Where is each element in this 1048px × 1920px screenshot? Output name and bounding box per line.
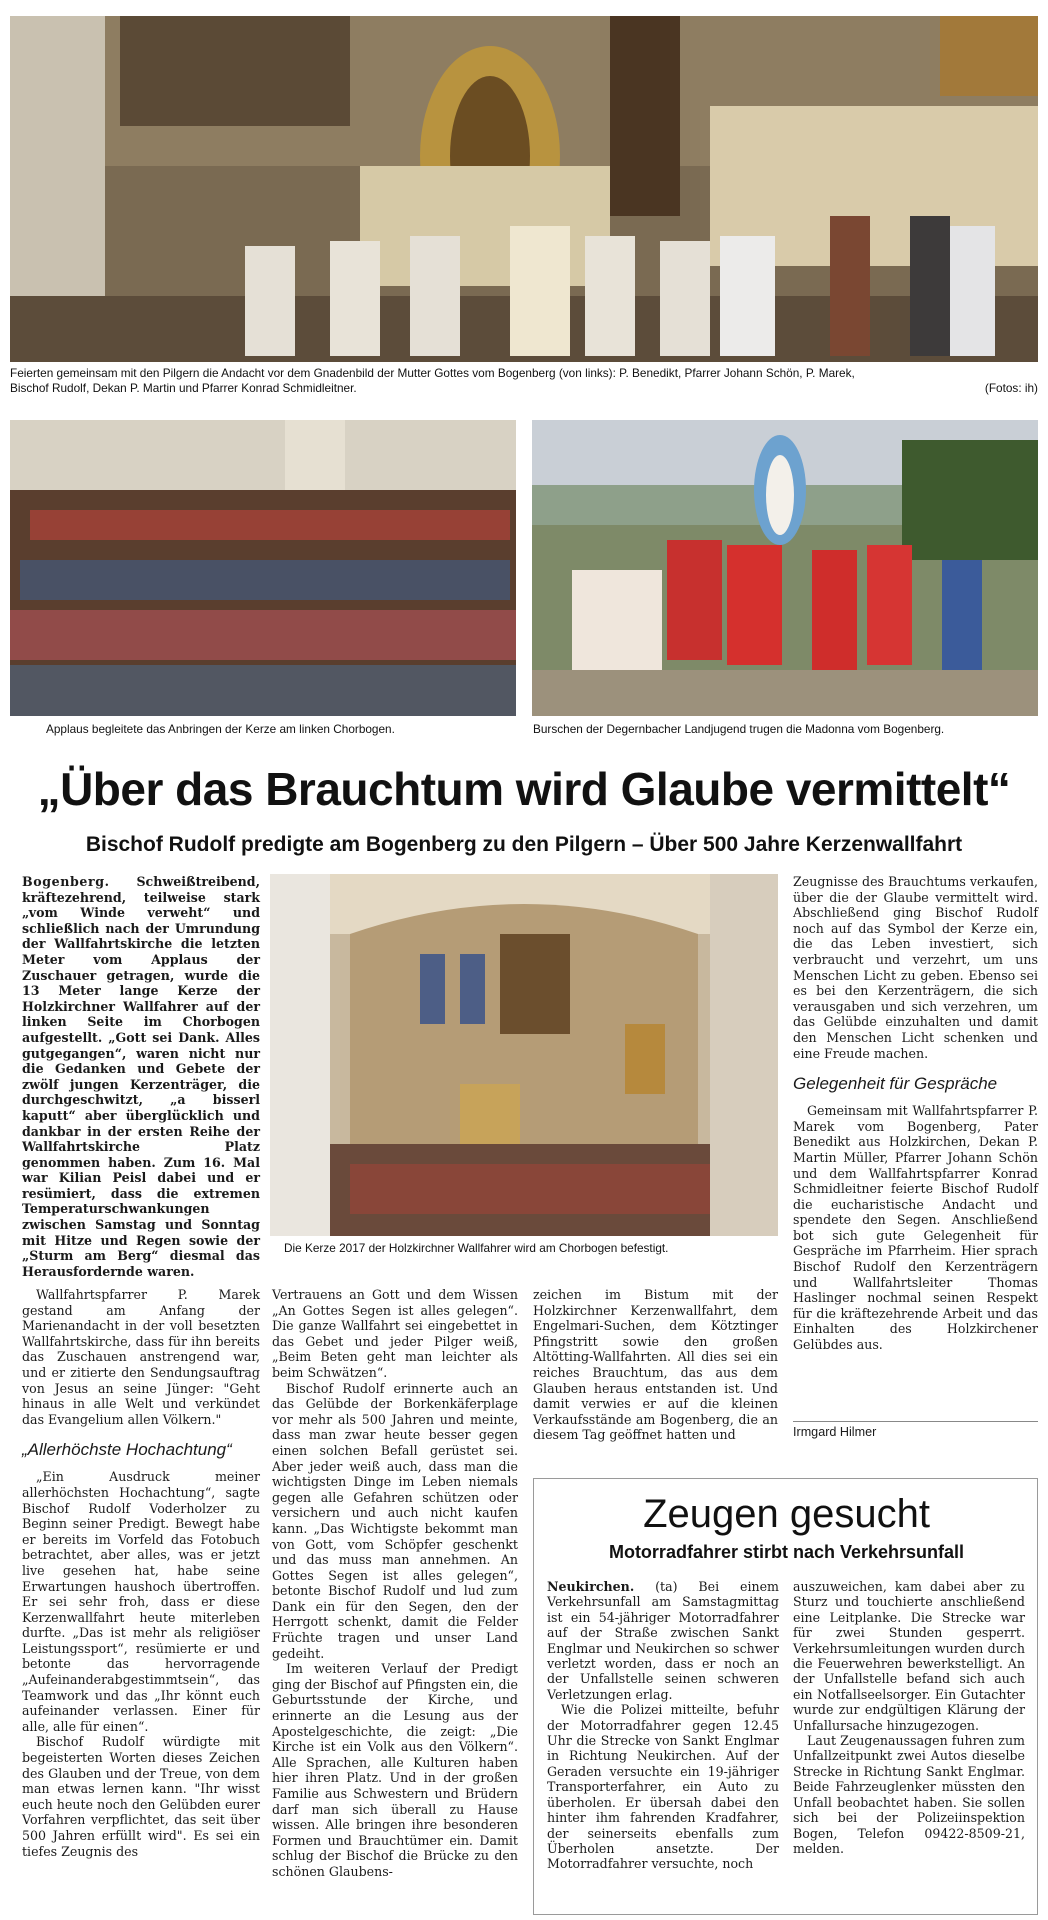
photo-madonna-procession xyxy=(532,420,1038,716)
caption-top xyxy=(10,366,1038,396)
caption-top-line1: Feierten gemeinsam mit den Pilgern die Andacht vor dem Gnadenbild der Mutter Gottes vom Bogenberg (von links): P. Benedikt, Pfarrer Johann Schön, P. Marek, xyxy=(10,366,855,380)
article-lead xyxy=(22,874,260,1279)
box-paragraph: auszuweichen, kam dabei aber zu Sturz und touchierte anschließend eine Leitplanke. Die Strecke war für zwei Stunden gesperrt. Verkehrsumleitungen wurden durch die Feuerwehren bewerkstelligt. An der Unfallstelle befand sich auch ein Notfallseelsorger. Ein Gutachter wurde zur endgültigen Klärung der Unfallursache hinzugezogen. xyxy=(793,1579,1025,1733)
paragraph: „Ein Ausdruck meiner allerhöchsten Hochachtung“, sagte Bischof Rudolf Voderholzer zu Beginn seiner Predigt. Bewegt habe er bereits im Vorfeld das Fotobuch betrachtet, aber alles, was er jetzt live gesehen hat, habe seine Erwartungen haushoch übertroffen. Er sei sehr froh, dass er diese Kerzenwallfahrt heute miterleben durfte. „Das ist mehr als religiöser Leistungssport“, resümierte er und betonte das hervorragende „Aufeinanderabgestimmtsein“, das Teamwork und das „Ihr könnt euch aufeinander verlassen. Einer für alle, alle für einen“. xyxy=(22,1469,260,1734)
caption-top-line2: Bischof Rudolf, Dekan P. Martin und Pfarrer Konrad Schmidleitner. xyxy=(10,381,357,395)
article-column-4 xyxy=(793,874,1038,1353)
box-p1-text: (ta) Bei einem Verkehrsunfall am Samstagmittag ist ein 54-jähriger Motorradfahrer auf der Straße zwischen Sankt Englmar und Neukirchen so schwer verletzt worden, dass er noch an der Unfallstelle seinen schweren Verletzungen erlag. xyxy=(547,1579,779,1702)
box-subtitle: Motorradfahrer stirbt nach Verkehrsunfall xyxy=(608,1542,965,1562)
lead-place: Bogenberg. xyxy=(22,874,110,889)
caption-right: Burschen der Degernbacher Landjugend trugen die Madonna vom Bogenberg. xyxy=(533,722,945,736)
paragraph: Bischof Rudolf würdigte mit begeisterten Worten dieses Zeichen des Glauben und der Treue, von dem man etwas lernen kann. "Ihr wisst euch heute noch den Gelübden eurer Vorfahren verpflichtet, das seit über 500 Jahren erfüllt wird". Es sei ein tiefes Zeugnis des xyxy=(22,1734,260,1859)
box-place: Neukirchen. xyxy=(547,1579,635,1594)
author-block xyxy=(793,1425,1038,1441)
box-column-2 xyxy=(793,1579,1025,1856)
subhead-gespraeche: Gelegenheit für Gespräche xyxy=(793,1074,998,1094)
article-lead-column xyxy=(22,874,260,1279)
box-paragraph xyxy=(547,1579,779,1702)
paragraph: Zeugnisse des Brauchtums verkaufen, über die der Glaube vermittelt wird. Abschließend ging Bischof Rudolf noch auf das Symbol der Kerze ein, die das Leben investiert, sich verbraucht und verzehrt, um uns Menschen Licht zu geben. Ebenso sei es bei den Kerzenträgern, die sich verausgaben und sich verzehren, um das Gelübde einzuhalten und damit den Menschen Licht schenken und eine Freude machen. xyxy=(793,874,1038,1061)
article-column-1 xyxy=(22,1287,260,1859)
box-paragraph: Wie die Polizei mitteilte, befuhr der Motorradfahrer gegen 12.45 Uhr die Strecke von Sankt Englmar in Richtung Neukirchen. Auf der Geraden versuchte ein 19-jähriger Transporterfahrer, ein Auto zu überholen. Er übersah dabei den hinter ihm fahrenden Kradfahrer, der seinerseits ebenfalls zum Überholen ansetzte. Der Motorradfahrer versuchte, noch xyxy=(547,1702,779,1872)
box-title: Zeugen gesucht xyxy=(643,1492,930,1536)
article-column-3 xyxy=(533,1287,778,1443)
caption-center: Die Kerze 2017 der Holzkirchner Wallfahrer wird am Chorbogen befestigt. xyxy=(284,1241,669,1255)
author-name: Irmgard Hilmer xyxy=(793,1425,877,1439)
subhead-hochachtung: „Allerhöchste Hochachtung“ xyxy=(22,1440,232,1460)
subheadline: Bischof Rudolf predigte am Bogenberg zu den Pilgern – Über 500 Jahre Kerzenwallfahrt xyxy=(85,833,963,856)
box-paragraph: Laut Zeugenaussagen fuhren zum Unfallzeitpunkt zwei Autos dieselbe Strecke in Richtung Sankt Englmar. Beide Fahrzeuglenker müssten den Unfall beobachtet haben. Sie sollen sich bei der Polizeiinspektion Bogen, Telefon 09422-8509-21, melden. xyxy=(793,1733,1025,1856)
headline: „Über das Brauchtum wird Glaube vermittelt“ xyxy=(37,763,1011,815)
news-box-zeugen-gesucht xyxy=(533,1478,1038,1915)
photo-congregation xyxy=(10,420,516,716)
paragraph: Im weiteren Verlauf der Predigt ging der Bischof auf Pfingsten ein, die Geburtsstunde der Kirche, und erinnerte an die Lesung aus der Apostelgeschichte, die zeigt: „Die Kirche ist ein Volk aus den Völkern“. Alle Sprachen, alle Kulturen haben hier ihren Platz. Und in der großen Familie aus Schwestern und Brüdern darf man sich überall zu Hause wissen. Alle bringen ihre besonderen Formen und Brauchtümer ein. Damit schlug der Bischof die Brücke zu den schönen Glaubens- xyxy=(272,1661,518,1879)
photo-left-image xyxy=(10,420,516,716)
box-column-1 xyxy=(547,1579,779,1872)
photo-right-image xyxy=(532,420,1038,716)
photo-church-interior xyxy=(270,874,778,1236)
photo-top-altar xyxy=(10,16,1038,362)
article-column-2 xyxy=(272,1287,518,1880)
paragraph: Bischof Rudolf erinnerte auch an das Gelübde der Borkenkäferplage vor mehr als 500 Jahren und meinte, dass man zwar heute besser gegen einen solchen Befall gerüstet sei. Aber jeder weiß auch, dass man die wichtigsten Dinge im Leben niemals gegen alle Gefahren schützen oder versichern und auch nicht kaufen kann. „Das Wichtigste bekommt man von Gott, vom Schöpfer geschenkt und das muss man annehmen. An Gottes Segen ist alles gelegen“, betonte Bischof Rudolf und lud zum Dank ein für den Segen, den der Herrgott schenkt, damit die Felder Früchte tragen und unser Land gedeiht. xyxy=(272,1380,518,1661)
photo-center-image xyxy=(270,874,778,1236)
author-rule xyxy=(793,1421,1038,1422)
photo-credit: (Fotos: ih) xyxy=(984,381,1038,395)
lead-text: Schweißtreibend, kräftezehrend, teilweise stark „vom Winde verweht“ und schließlich nach der Umrundung der Wallfahrtskirche die letzten Meter vom Applaus der Zuschauer getragen, wurde die 13 Meter lange Kerze der Holzkirchner Wallfahrer auf der linken Seite im Chorbogen aufgestellt. „Gott sei Dank. Alles gutgegangen“, waren nicht nur die Gedanken und Gebete der zwölf jungen Kerzenträger, die durchgeschwitzt, „a bisserl kaputt“ aber überglücklich und dankbar in der ersten Reihe der Wallfahrtskirche Platz genommen haben. Zum 16. Mal war Kilian Peisl dabei und er resümiert, dass die extremen Temperaturschwankungen zwischen Samstag und Sonntag mit Hitze und Regen sowie der „Sturm am Berg“ diesmal das Herausfordernde waren. xyxy=(22,874,260,1279)
paragraph: Wallfahrtspfarrer P. Marek gestand am Anfang der Marienandacht in der voll besetzten Wallfahrtskirche, dass für ihn bereits das Zuschauen anstrengend war, und er zitierte den Sendungsauftrag von Jesus an seine Jünger: "Geht hinaus in alle Welt und verkündet das Evangelium allen Völkern." xyxy=(22,1287,260,1427)
paragraph: Gemeinsam mit Wallfahrtspfarrer P. Marek vom Bogenberg, Pater Benedikt aus Holzkirchen, Dekan P. Martin Müller, Pfarrer Johann Schön und dem Wallfahrtspfarrer Konrad Schmidleitner feierte Bischof Rudolf die eucharistische Andacht und spendete den Segen. Anschließend bot sich gute Gelegenheit für Gespräche im Pfarrheim. Hier sprach Bischof Rudolf den Kerzenträgern und Wallfahrtsleiter Thomas Haslinger nochmal seinen Respekt für die kräftezehrende Arbeit und das Einhalten des Holzkirchener Gelübdes aus. xyxy=(793,1103,1038,1353)
paragraph: Vertrauens an Gott und dem Wissen „An Gottes Segen ist alles gelegen“. Die ganze Wallfahrt sei eingebettet in das Gebet und jeder Pilger weiß, „Beim Beten geht man leichter als beim Schwätzen“. xyxy=(272,1287,518,1380)
paragraph: zeichen im Bistum mit der Holzkirchner Kerzenwallfahrt, dem Engelmari-Suchen, dem Kötztinger Pfingstritt sowie den großen Altötting-Wallfahrten. All dies sei ein reiches Brauchtum, das aus dem Glauben heraus entstanden ist. Und damit verwies er auf die kleinen Verkaufsstände am Bogenberg, die an diesem Tag geöffnet hatten und xyxy=(533,1287,778,1443)
caption-left: Applaus begleitete das Anbringen der Kerze am linken Chorbogen. xyxy=(46,722,395,736)
photo-top-image xyxy=(10,16,1038,362)
